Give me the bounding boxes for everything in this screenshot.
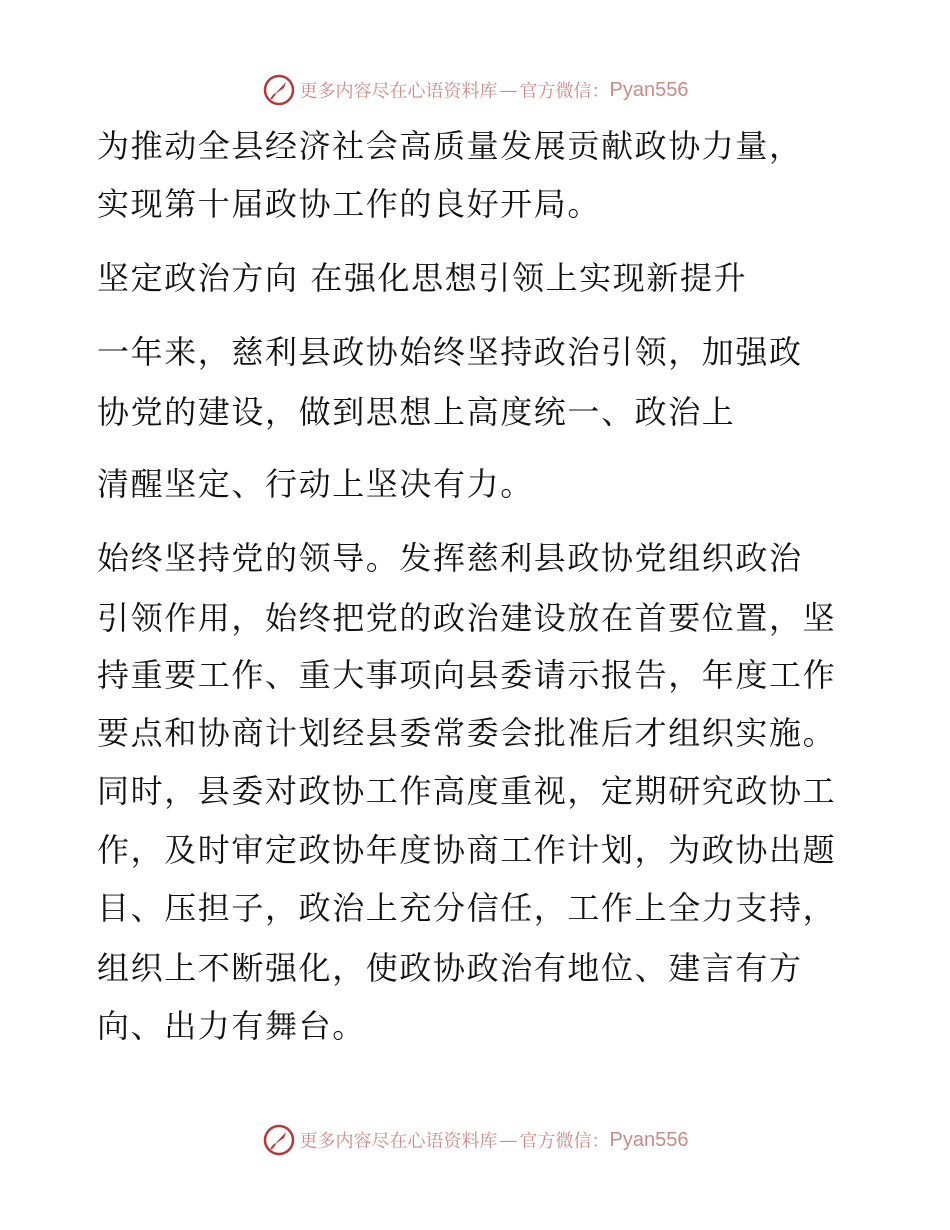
quill-logo-icon bbox=[262, 73, 296, 107]
body-line: 组织上不断强化，使政协政治有地位、建言有方 bbox=[97, 949, 803, 987]
body-line: 实现第十届政协工作的良好开局。 bbox=[97, 185, 602, 223]
quill-logo-icon bbox=[262, 1123, 296, 1157]
watermark-text: 更多内容尽在心语资料库 bbox=[299, 1131, 498, 1152]
watermark-account-id: Pyan556 bbox=[609, 1128, 689, 1151]
watermark-separator: — bbox=[499, 1129, 518, 1151]
watermark-account-id: Pyan556 bbox=[609, 78, 689, 101]
watermark-separator: — bbox=[499, 79, 518, 101]
body-line: 目、压担子，政治上充分信任，工作上全力支持， bbox=[97, 889, 837, 927]
body-line: 作，及时审定政协年度协商工作计划，为政协出题 bbox=[97, 831, 837, 869]
footer-watermark bbox=[0, 1118, 950, 1162]
body-line: 要点和协商计划经县委常委会批准后才组织实施。 bbox=[97, 714, 837, 752]
watermark-account-label: 官方微信： bbox=[519, 81, 610, 102]
header-watermark bbox=[0, 68, 950, 112]
body-line: 始终坚持党的领导。发挥慈利县政协党组织政治 bbox=[97, 539, 803, 577]
body-line: 协党的建设，做到思想上高度统一、政治上 bbox=[97, 393, 736, 431]
body-line: 一年来，慈利县政协始终坚持政治引领，加强政 bbox=[97, 333, 803, 371]
body-line: 持重要工作、重大事项向县委请示报告，年度工作 bbox=[97, 656, 837, 694]
body-line: 同时，县委对政协工作高度重视，定期研究政协工 bbox=[97, 772, 837, 810]
body-line: 清醒坚定、行动上坚决有力。 bbox=[97, 465, 534, 503]
body-line: 为推动全县经济社会高质量发展贡献政协力量， bbox=[97, 127, 803, 165]
section-heading: 坚定政治方向 在强化思想引领上实现新提升 bbox=[97, 259, 748, 297]
body-line: 引领作用，始终把党的政治建设放在首要位置，坚 bbox=[97, 599, 837, 637]
watermark-text: 更多内容尽在心语资料库 bbox=[299, 81, 498, 102]
watermark-account-label: 官方微信： bbox=[519, 1131, 610, 1152]
body-line: 向、出力有舞台。 bbox=[97, 1007, 366, 1045]
